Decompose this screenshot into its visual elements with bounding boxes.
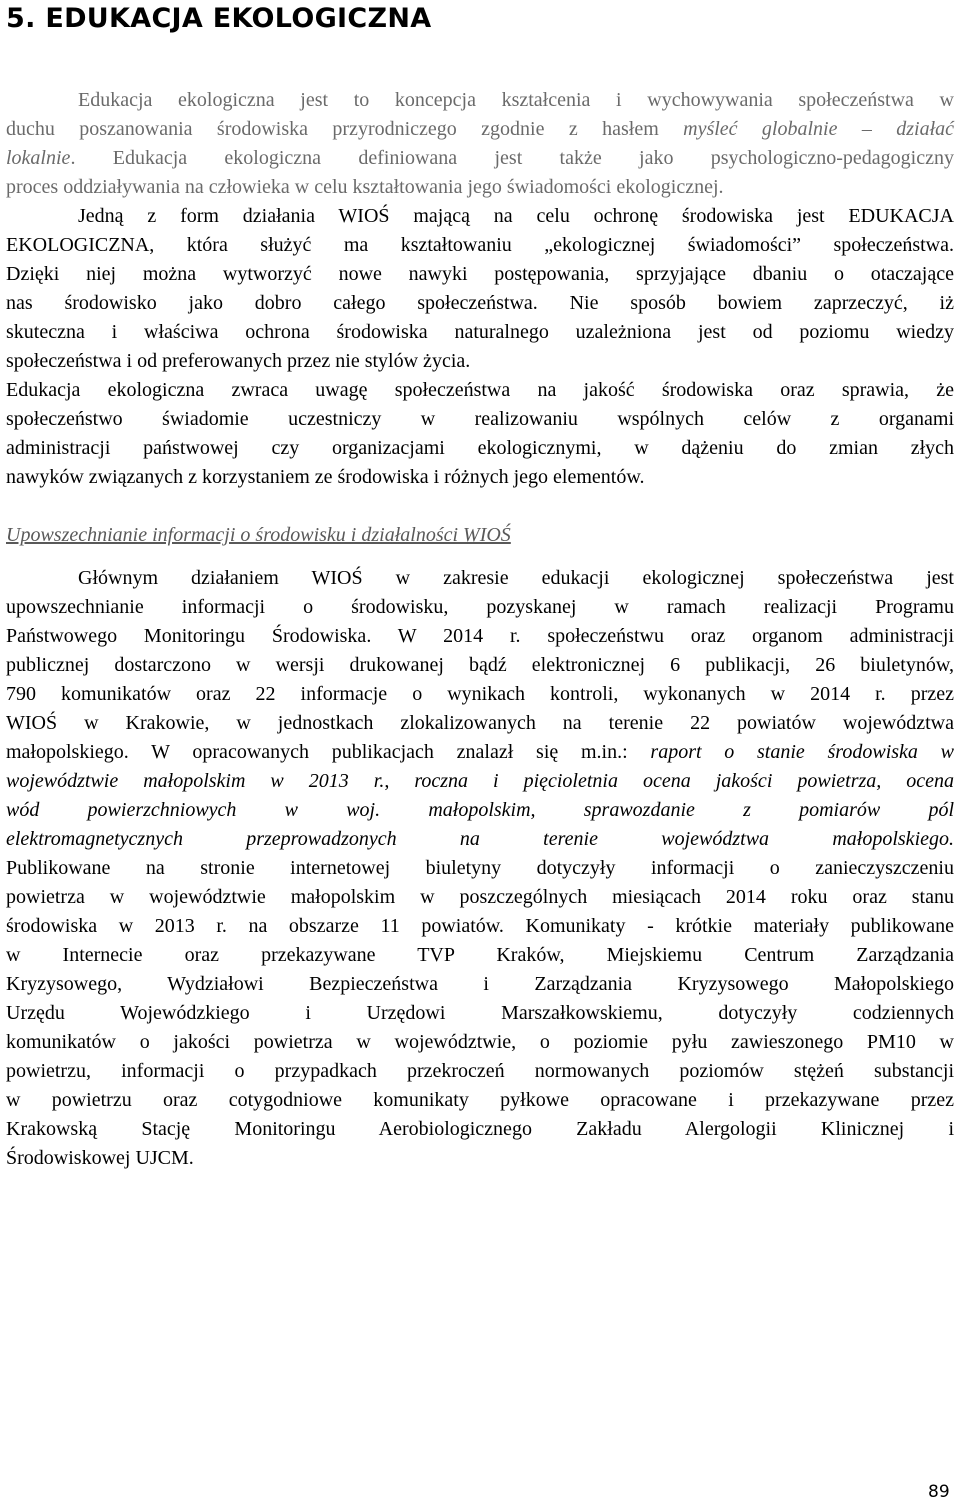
text-run: nas środowisko jako dobro całego społeczeństwa. Nie sposób bowiem zaprzeczyć, iż	[6, 292, 954, 314]
section-heading: Upowszechnianie informacji o środowisku i działalności WIOŚ	[6, 524, 511, 546]
text-run: . Edukacja ekologiczna definiowana jest także jako psychologiczno-pedagogiczny	[70, 147, 954, 169]
text-run: ,	[384, 770, 415, 792]
text-line	[6, 1144, 954, 1173]
italic-phrase: lokalnie	[6, 147, 71, 169]
text-run: Państwowego Monitoringu Środowiska. W 2014 r. społeczeństwu oraz organom administracji	[6, 625, 954, 647]
italic-phrase: myśleć globalnie – działać	[683, 118, 955, 140]
section-body-paragraph	[6, 564, 954, 1173]
text-line	[6, 564, 954, 593]
italic-phrase: województwie małopolskim w 2013 r.	[6, 770, 385, 792]
text-run: Dzięki niej można wytworzyć nowe nawyki postępowania, sprzyjające dbaniu o otaczające	[6, 263, 954, 285]
page-title: 5. EDUKACJA EKOLOGICZNA	[6, 3, 432, 34]
text-run: Jedną z form działania WIOŚ mającą na celu ochronę środowiska jest EDUKACJA	[78, 205, 954, 227]
italic-phrase: elektromagnetycznych przeprowadzonych na terenie województwa małopolskiego.	[6, 828, 954, 850]
text-line	[6, 970, 954, 999]
text-line	[6, 289, 954, 318]
text-run: społeczeństwa i od preferowanych przez nie stylów życia.	[6, 350, 471, 372]
page-number: 89	[928, 1482, 950, 1502]
text-line	[6, 1086, 954, 1115]
text-run: Edukacja ekologiczna jest to koncepcja kształcenia i wychowywania społeczeństwa w	[78, 89, 954, 111]
text-run: administracji państwowej czy organizacjami ekologicznymi, w dążeniu do zmian złych	[6, 437, 954, 459]
text-run: nawyków związanych z korzystaniem ze środowiska i różnych jego elementów.	[6, 466, 645, 488]
text-line	[6, 680, 954, 709]
text-run: środowiska w 2013 r. na obszarze 11 powiatów. Komunikaty - krótkie materiały publikowane	[6, 915, 954, 937]
text-run: Edukacja ekologiczna zwraca uwagę społeczeństwa na jakość środowiska oraz sprawia, że	[6, 379, 954, 401]
text-line	[6, 796, 954, 825]
text-line	[6, 767, 954, 796]
italic-phrase: wód powierzchniowych w woj. małopolskim, sprawozdanie z pomiarów pól	[6, 799, 954, 821]
text-run: Kryzysowego, Wydziałowi Bezpieczeństwa i Zarządzania Kryzysowego Małopolskiego	[6, 973, 954, 995]
text-run: powietrza w województwie małopolskim w poszczególnych miesiącach 2014 roku oraz stanu	[6, 886, 954, 908]
text-run: w powietrzu oraz cotygodniowe komunikaty pyłkowe opracowane i przekazywane przez	[6, 1089, 954, 1111]
text-run: duchu poszanowania środowiska przyrodniczego zgodnie z hasłem	[6, 118, 684, 140]
text-line	[6, 941, 954, 970]
text-run: Głównym działaniem WIOŚ w zakresie edukacji ekologicznej społeczeństwa jest	[78, 567, 954, 589]
text-line	[6, 260, 954, 289]
text-line	[6, 318, 954, 347]
text-line	[6, 1115, 954, 1144]
text-run: Urzędu Wojewódzkiego i Urzędowi Marszałkowskiemu, dotyczyły codziennych	[6, 1002, 954, 1024]
text-run: w Internecie oraz przekazywane TVP Kraków, Miejskiemu Centrum Zarządzania	[6, 944, 954, 966]
text-line	[6, 231, 954, 260]
text-run: 790 komunikatów oraz 22 informacje o wynikach kontroli, wykonanych w 2014 r. przez	[6, 683, 954, 705]
text-line	[6, 854, 954, 883]
text-line	[6, 1028, 954, 1057]
text-line	[6, 622, 954, 651]
text-line	[6, 434, 954, 463]
intro-paragraphs	[6, 86, 954, 492]
text-run: społeczeństwo świadomie uczestniczy w realizowaniu wspólnych celów z organami	[6, 408, 954, 430]
text-line	[6, 912, 954, 941]
text-line	[6, 173, 954, 202]
text-line	[6, 376, 954, 405]
text-line	[6, 738, 954, 767]
text-run: Krakowską Stację Monitoringu Aerobiologicznego Zakładu Alergologii Klinicznej i	[6, 1118, 954, 1140]
text-line	[6, 347, 954, 376]
text-line	[6, 593, 954, 622]
text-run: WIOŚ w Krakowie, w jednostkach zlokalizowanych na terenie 22 powiatów województwa	[6, 712, 954, 734]
text-run: upowszechnianie informacji o środowisku, pozyskanej w ramach realizacji Programu	[6, 596, 954, 618]
text-line	[6, 1057, 954, 1086]
text-line	[6, 709, 954, 738]
text-run: proces oddziaływania na człowieka w celu kształtowania jego świadomości ekologicznej.	[6, 176, 724, 198]
text-run: publicznej dostarczono w wersji drukowanej bądź elektronicznej 6 publikacji, 26 biuletynów,	[6, 654, 954, 676]
text-line	[6, 405, 954, 434]
italic-phrase: roczna i pięcioletnia ocena jakości powietrza, ocena	[414, 770, 955, 792]
text-line	[6, 115, 954, 144]
text-run: Publikowane na stronie internetowej biuletyny dotyczyły informacji o zanieczyszczeniu	[6, 857, 954, 879]
text-run: komunikatów o jakości powietrza w województwie, o poziomie pyłu zawieszonego PM10 w	[6, 1031, 954, 1053]
text-line	[6, 825, 954, 854]
text-line	[6, 202, 954, 231]
text-run: Środowiskowej UJCM.	[6, 1147, 194, 1169]
text-run: skuteczna i właściwa ochrona środowiska naturalnego uzależniona jest od poziomu wiedzy	[6, 321, 954, 343]
text-line	[6, 86, 954, 115]
text-line	[6, 651, 954, 680]
text-run: małopolskiego. W opracowanych publikacjach znalazł się m.in.:	[6, 741, 651, 763]
text-line	[6, 144, 954, 173]
text-line	[6, 883, 954, 912]
text-run: EKOLOGICZNA, która służyć ma kształtowaniu „ekologicznej świadomości” społeczeństwa.	[6, 234, 954, 256]
italic-phrase: raport o stanie środowiska w	[650, 741, 954, 763]
text-line	[6, 463, 954, 492]
text-run: powietrzu, informacji o przypadkach przekroczeń normowanych poziomów stężeń substancji	[6, 1060, 954, 1082]
text-line	[6, 999, 954, 1028]
